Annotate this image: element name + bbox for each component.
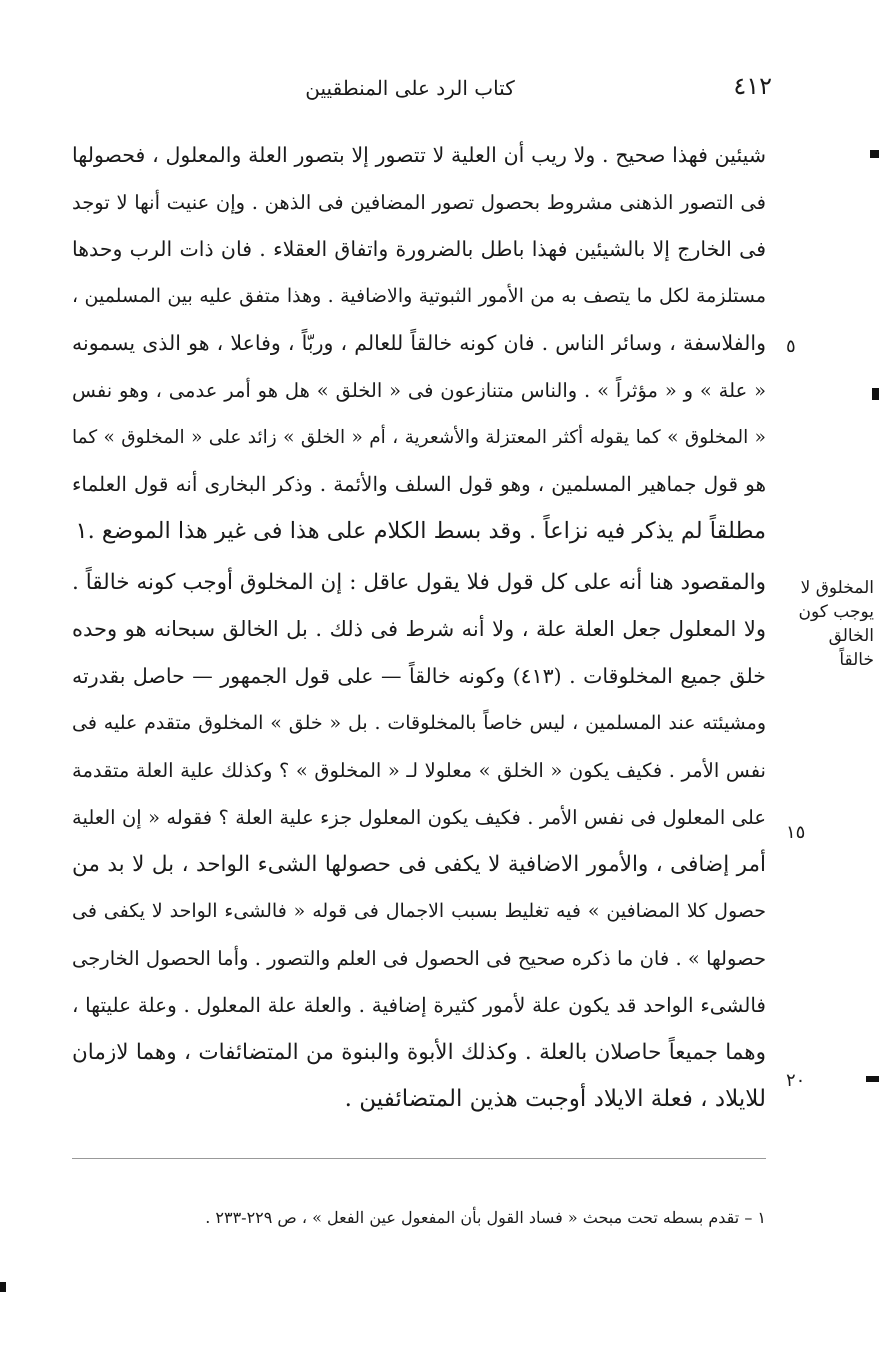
line-number-15: ١٥ bbox=[786, 822, 806, 843]
text-line: فى الخارج إلا بالشيئين فهذا باطل بالضرورة واتفاق العقلاء . فان ذات الرب وحدها bbox=[72, 237, 766, 261]
footnote-divider bbox=[72, 1158, 766, 1159]
footnote: ١ – تقدم بسطه تحت مبحث « فساد القول بأن المفعول عين الفعل » ، ص ٢٢٩-٢٣٣ . bbox=[205, 1208, 766, 1227]
text-line: مطلقاً لم يذكر فيه نزاعاً . وقد بسط الكلام على هذا فى غير هذا الموضع .١ bbox=[75, 518, 766, 544]
main-text bbox=[72, 132, 766, 1123]
text-line: نفس الأمر . فكيف يكون « الخلق » معلولا لـ « المخلوق » ؟ وكذلك علية العلة متقدمة bbox=[72, 759, 766, 782]
scan-mark bbox=[872, 388, 879, 400]
text-line: أمر إضافى ، والأمور الاضافية لا يكفى فى حصولها الشىء الواحد ، بل لا بد من bbox=[72, 852, 766, 877]
text-line: مستلزمة لكل ما يتصف به من الأمور الثبوتية والاضافية . وهذا متفق عليه بين المسلمين ، bbox=[72, 285, 766, 307]
text-line: فى التصور الذهنى مشروط بحصول تصور المضافين فى الذهن . وإن عنيت أنها لا توجد bbox=[72, 191, 766, 214]
text-line: وهما جميعاً حاصلان بالعلة . وكذلك الأبوة والبنوة من المتضائفات ، وهما لازمان bbox=[72, 1040, 766, 1065]
line-number-20: ٢٠ bbox=[786, 1070, 806, 1091]
text-line: ومشيئته عند المسلمين ، ليس خاصاً بالمخلوقات . بل « خلق » المخلوق متقدم عليه فى bbox=[72, 712, 766, 734]
line-number-5: ٥ bbox=[786, 336, 796, 357]
text-line: حصول كلا المضافين » فيه تغليط بسبب الاجمال فى قوله « فالشىء الواحد لا يكفى فى bbox=[72, 900, 766, 922]
text-line: ولا المعلول جعل العلة علة ، ولا أنه شرط فى ذلك . بل الخالق سبحانه هو وحده bbox=[72, 617, 766, 641]
page-number: ٤١٢ bbox=[733, 72, 772, 100]
text-line: هو قول جماهير المسلمين ، وهو قول السلف والأئمة . وذكر البخارى أنه قول العلماء bbox=[72, 472, 766, 496]
text-line: على المعلول فى نفس الأمر . فكيف يكون المعلول جزء علية العلة ؟ فقوله « إن العلية bbox=[72, 806, 766, 829]
text-line: « علة » و « مؤثراً » . والناس متنازعون فى « الخلق » هل هو أمر عدمى ، وهو نفس bbox=[72, 379, 766, 402]
margin-note-line: يوجب كون bbox=[798, 602, 874, 622]
text-line: « المخلوق » كما يقوله أكثر المعتزلة والأشعرية ، أم « الخلق » زائد على « المخلوق » كما bbox=[72, 427, 766, 448]
margin-note-line: الخالق خالقاً bbox=[828, 626, 874, 670]
text-line: شيئين فهذا صحيح . ولا ريب أن العلية لا تتصور إلا بتصور العلة والمعلول ، فحصولها bbox=[72, 143, 766, 167]
scan-mark bbox=[0, 1282, 6, 1292]
margin-note bbox=[794, 576, 874, 672]
text-line: والفلاسفة ، وسائر الناس . فان كونه خالقاً للعالم ، وربّاً ، وفاعلا ، هو الذى يسمونه bbox=[72, 331, 766, 355]
text-line: حصولها » . فان ما ذكره صحيح فى الحصول فى العلم والتصور . وأما الحصول الخارجى bbox=[72, 947, 766, 970]
scan-mark bbox=[866, 1076, 879, 1082]
margin-note-line: المخلوق لا bbox=[800, 578, 874, 598]
scan-mark bbox=[870, 150, 879, 158]
text-line: والمقصود هنا أنه على كل قول فلا يقول عاقل : إن المخلوق أوجب كونه خالقاً . bbox=[72, 570, 766, 595]
text-line: فالشىء الواحد قد يكون علة لأمور كثيرة إضافية . والعلة علة المعلول . وعلة عليتها ، bbox=[72, 993, 766, 1017]
text-line: للايلاد ، فعلة الايلاد أوجبت هذين المتضائفين . bbox=[344, 1086, 766, 1112]
running-header-title: كتاب الرد على المنطقيين bbox=[305, 76, 515, 100]
text-line: خلق جميع المخلوقات . (٤١٣) وكونه خالقاً — على قول الجمهور — حاصل بقدرته bbox=[72, 664, 766, 688]
